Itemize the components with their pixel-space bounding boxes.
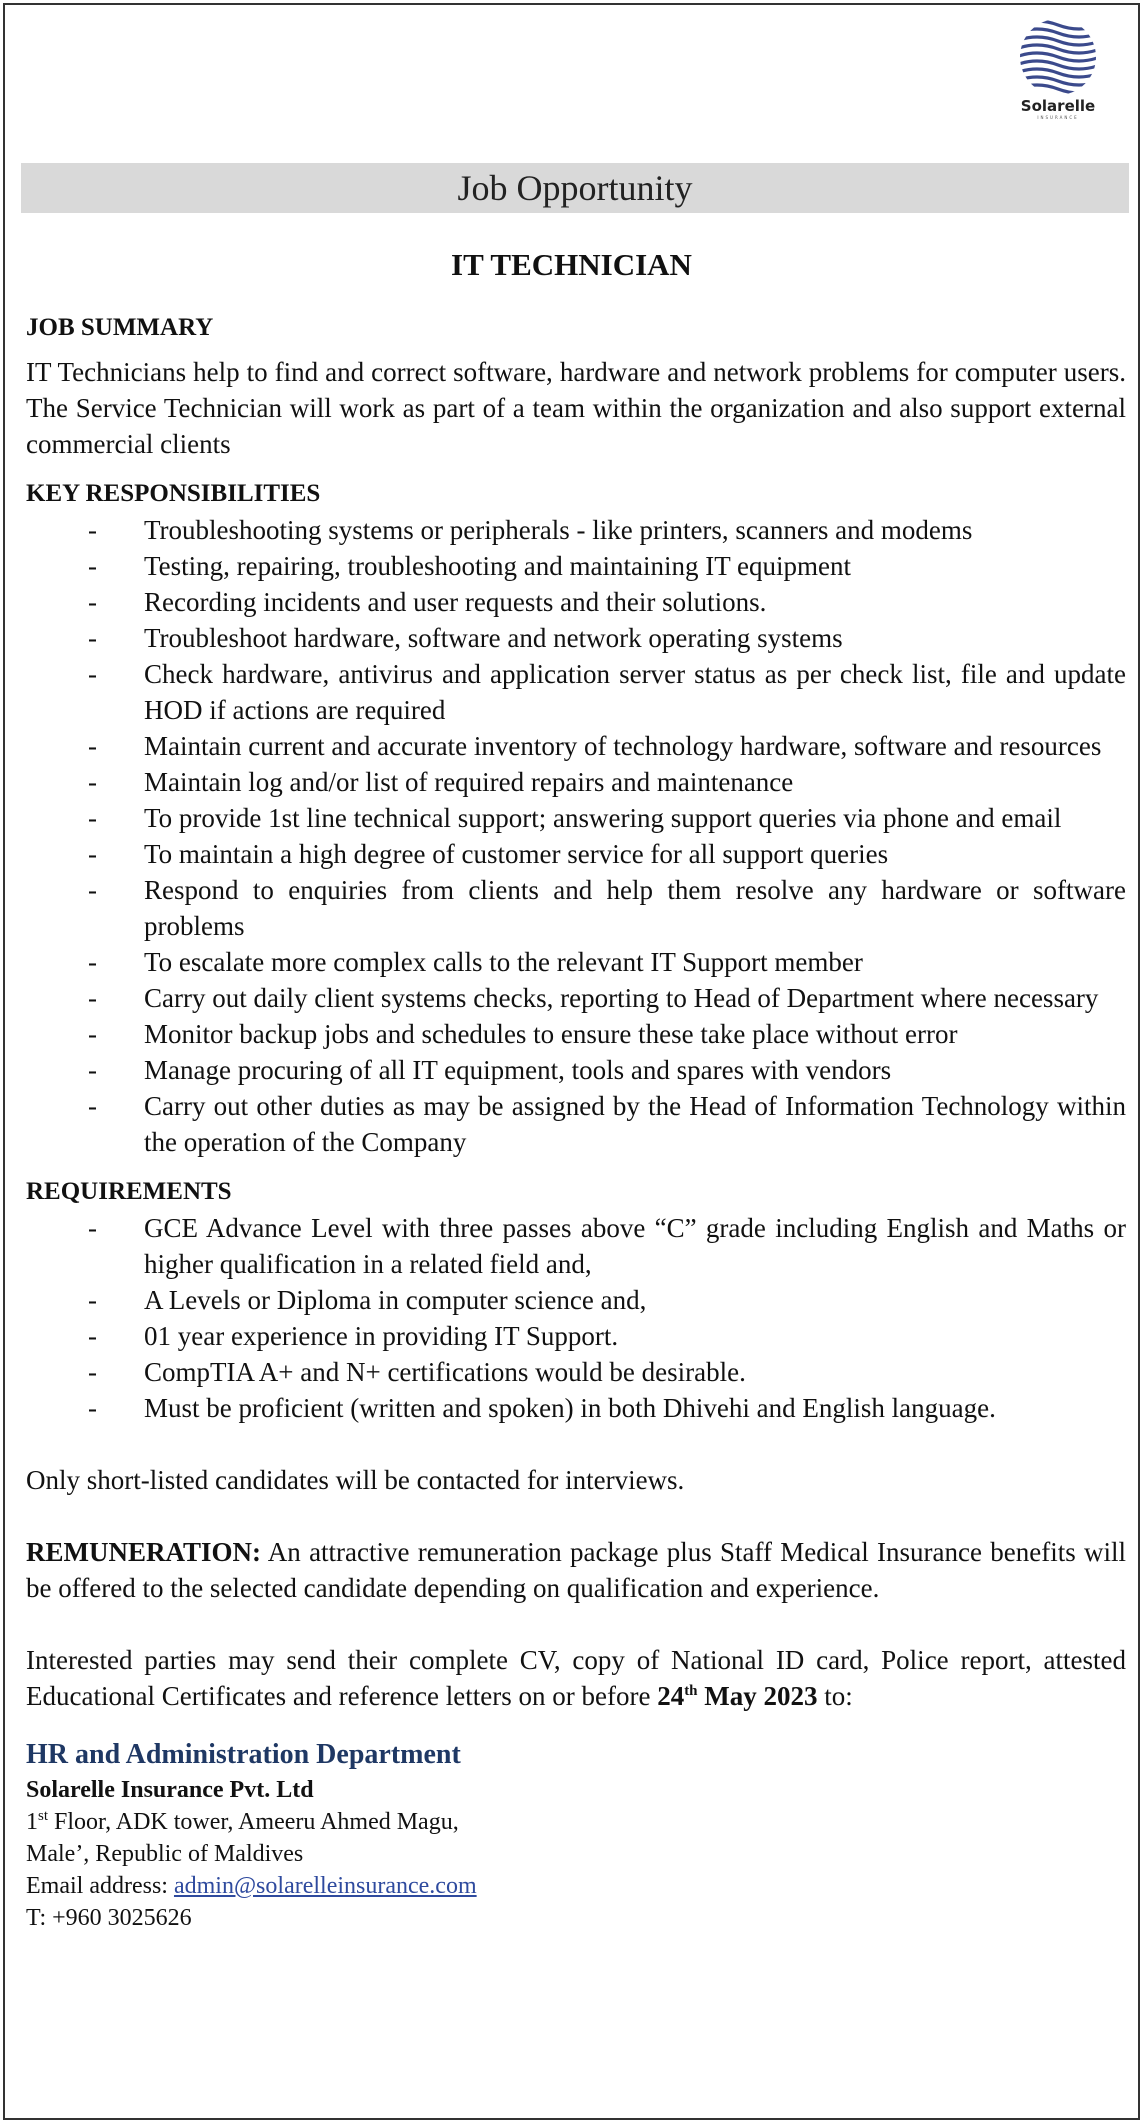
bullet-dash: - xyxy=(88,875,97,905)
job-advertisement xyxy=(3,3,1140,2120)
content-body xyxy=(26,310,1126,1934)
job-opportunity-banner: Job Opportunity xyxy=(21,163,1129,213)
bullet-dash: - xyxy=(88,1091,97,1121)
bullet-dash: - xyxy=(88,1055,97,1085)
bullet-dash: - xyxy=(88,947,97,977)
bullet-dash: - xyxy=(88,623,97,653)
bullet-dash: - xyxy=(88,1213,97,1243)
department-heading: HR and Administration Department xyxy=(26,1739,461,1770)
deadline-date: 24th May 2023 xyxy=(657,1681,818,1711)
bullet-dash: - xyxy=(88,1285,97,1315)
list-item: - Must be proficient (written and spoken) in both Dhivehi and English language. xyxy=(26,1390,1126,1426)
job-title: IT TECHNICIAN xyxy=(451,247,692,282)
requirements-heading: REQUIREMENTS xyxy=(26,1178,232,1205)
responsibilities-list xyxy=(26,512,1126,1160)
address-line-1: 1st Floor, ADK tower, Ameeru Ahmed Magu, xyxy=(26,1808,459,1835)
bullet-dash: - xyxy=(88,731,97,761)
job-summary-heading: JOB SUMMARY xyxy=(26,314,214,341)
remuneration-paragraph xyxy=(26,1534,1126,1606)
bullet-dash: - xyxy=(88,1019,97,1049)
remuneration-text: An attractive remuneration package plus Staff Medical Insurance benefits will be offered to the selected candidate depending on qualification and experience. xyxy=(26,1537,1126,1603)
company-logo xyxy=(1008,15,1108,135)
address-line-2: Male’, Republic of Maldives xyxy=(26,1841,304,1867)
bullet-dash: - xyxy=(88,551,97,581)
list-item: - CompTIA A+ and N+ certifications would be desirable. xyxy=(26,1354,1126,1390)
company-name: Solarelle Insurance Pvt. Ltd xyxy=(26,1777,314,1803)
logo-subtext: INSURANCE xyxy=(1037,115,1079,120)
bullet-dash: - xyxy=(88,767,97,797)
requirements-list xyxy=(26,1210,1126,1426)
bullet-dash: - xyxy=(88,1321,97,1351)
bullet-dash: - xyxy=(88,1393,97,1423)
remuneration-label: REMUNERATION: xyxy=(26,1537,261,1567)
list-item: - Respond to enquiries from clients and help them resolve any hardware or software problems xyxy=(26,872,1126,944)
list-item: - To escalate more complex calls to the relevant IT Support member xyxy=(26,944,1126,980)
bullet-dash: - xyxy=(88,803,97,833)
list-item: - Maintain log and/or list of required repairs and maintenance xyxy=(26,764,1126,800)
list-item: - A Levels or Diploma in computer science and, xyxy=(26,1282,1126,1318)
email-line: Email address: admin@solarelleinsurance.com xyxy=(26,1873,477,1899)
list-item: - 01 year experience in providing IT Support. xyxy=(26,1318,1126,1354)
list-item: - Check hardware, antivirus and application server status as per check list, file and update HOD if actions are required xyxy=(26,656,1126,728)
list-item: - Monitor backup jobs and schedules to ensure these take place without error xyxy=(26,1016,1126,1052)
list-item: - To provide 1st line technical support; answering support queries via phone and email xyxy=(26,800,1126,836)
list-item: - Recording incidents and user requests and their solutions. xyxy=(26,584,1126,620)
shortlist-note: Only short-listed candidates will be contacted for interviews. xyxy=(26,1465,685,1495)
bullet-dash: - xyxy=(88,1357,97,1387)
list-item: - Testing, repairing, troubleshooting and maintaining IT equipment xyxy=(26,548,1126,584)
phone-line: T: +960 3025626 xyxy=(26,1905,192,1931)
list-item: - Carry out other duties as may be assigned by the Head of Information Technology within the operation of the Company xyxy=(26,1088,1126,1160)
list-item: - Troubleshooting systems or peripherals - like printers, scanners and modems xyxy=(26,512,1126,548)
list-item: - To maintain a high degree of customer service for all support queries xyxy=(26,836,1126,872)
job-summary-text: IT Technicians help to find and correct software, hardware and network problems for computer users. The Service Technician will work as part of a team within the organization and also support external commercial clients xyxy=(26,357,1126,459)
responsibilities-heading: KEY RESPONSIBILITIES xyxy=(26,480,321,507)
logo-wordmark: Solarelle xyxy=(1020,97,1096,115)
bullet-dash: - xyxy=(88,587,97,617)
list-item: - Maintain current and accurate inventory of technology hardware, software and resources xyxy=(26,728,1126,764)
bullet-dash: - xyxy=(88,983,97,1013)
bullet-dash: - xyxy=(88,839,97,869)
application-instructions: Interested parties may send their complete CV, copy of National ID card, Police report, attested Educational Certificates and reference letters on or before 24th May 2023 to: xyxy=(26,1645,1126,1711)
list-item: - Manage procuring of all IT equipment, tools and spares with vendors xyxy=(26,1052,1126,1088)
globe-logo-icon xyxy=(1016,15,1100,99)
bullet-dash: - xyxy=(88,659,97,689)
list-item: - GCE Advance Level with three passes above “C” grade including English and Maths or higher qualification in a related field and, xyxy=(26,1210,1126,1282)
bullet-dash: - xyxy=(88,515,97,545)
list-item: - Troubleshoot hardware, software and network operating systems xyxy=(26,620,1126,656)
list-item: - Carry out daily client systems checks, reporting to Head of Department where necessary xyxy=(26,980,1126,1016)
email-link[interactable]: admin@solarelleinsurance.com xyxy=(173,1873,477,1899)
